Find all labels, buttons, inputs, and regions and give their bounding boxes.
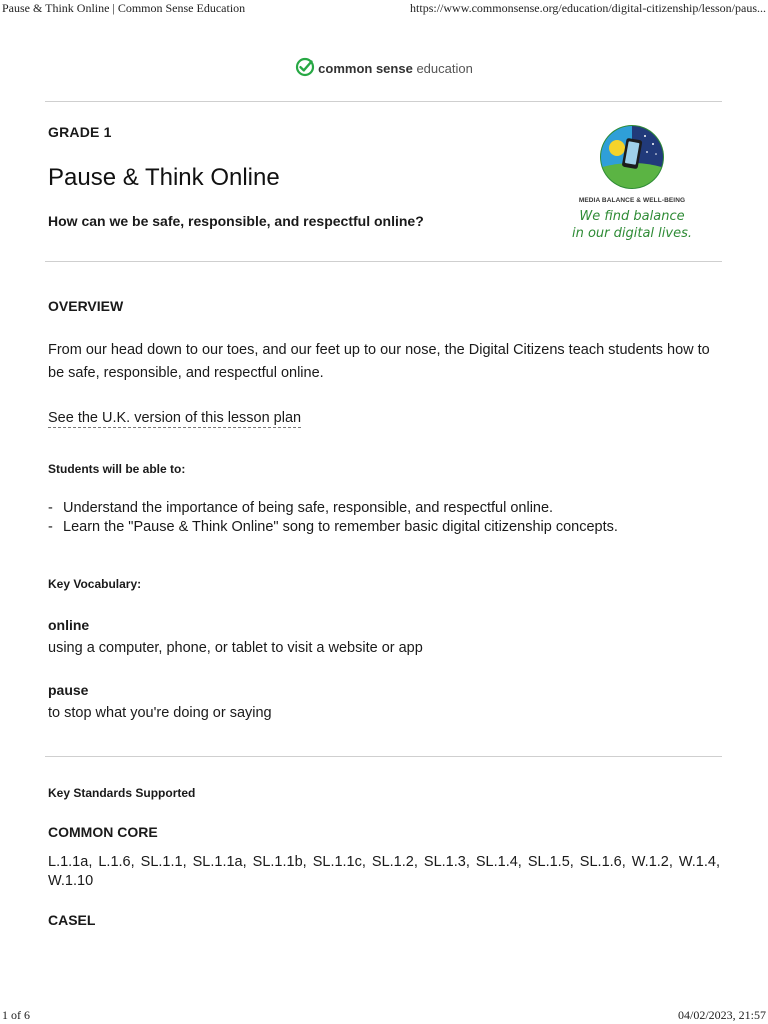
list-item: - Learn the "Pause & Think Online" song to remember basic digital citizenship concepts. [48,519,618,535]
badge-tagline [566,208,698,242]
logo-brand-light: education [416,61,473,76]
print-datetime: 04/02/2023, 21:57 [677,1008,766,1022]
divider [45,101,722,102]
logo-brand-strong: common sense [318,61,413,76]
badge-label: MEDIA BALANCE & WELL-BEING [578,197,686,204]
objectives-heading: Students will be able to: [48,462,186,476]
divider [45,756,722,757]
standards-heading: Key Standards Supported [48,786,196,800]
common-core-list: L.1.1a, L.1.6, SL.1.1, SL.1.1a, SL.1.1b, SL.1.1c, SL.1.2, SL.1.3, SL.1.4, SL.1.5, SL.1.6, W.1.2, W.1.4, W.1.10 [48,854,720,889]
vocab-term-pause: pause [48,682,89,698]
common-sense-logo[interactable] [0,57,768,80]
vocab-term-online: online [48,617,90,633]
checkmark-icon [295,57,315,80]
media-balance-badge [566,124,698,242]
objective-text: Understand the importance of being safe, responsible, and respectful online. [63,500,554,516]
media-balance-badge-icon [566,124,698,195]
vocab-definition-pause: to stop what you're doing or saying [48,705,272,721]
print-page-title: Pause & Think Online | Common Sense Education [2,1,246,15]
page-number: 1 of 6 [2,1008,30,1022]
objective-text: Learn the "Pause & Think Online" song to remember basic digital citizenship concepts. [63,519,618,535]
uk-version-link[interactable]: See the U.K. version of this lesson plan [48,410,302,426]
casel-heading: CASEL [48,912,96,928]
overview-heading: OVERVIEW [48,298,124,314]
list-item: - Understand the importance of being safe, responsible, and respectful online. [48,500,554,516]
divider [45,261,722,262]
vocab-definition-online: using a computer, phone, or tablet to visit a website or app [48,640,423,656]
common-core-heading: COMMON CORE [48,824,158,840]
badge-tagline-line1: We find balance [579,209,685,224]
print-footer [0,1008,768,1024]
print-url: https://www.commonsense.org/education/digital-citizenship/lesson/paus... [410,1,766,15]
vocabulary-heading: Key Vocabulary: [48,577,142,591]
grade-label: GRADE 1 [48,124,112,140]
lesson-title: Pause & Think Online [48,164,280,191]
badge-tagline-line2: in our digital lives. [571,226,692,241]
objectives-list [48,499,618,537]
essential-question: How can we be safe, responsible, and respectful online? [48,213,424,229]
overview-paragraph: From our head down to our toes, and our feet up to our nose, the Digital Citizens teach students how to be safe, responsible, and respectful online. [48,342,710,381]
print-header [0,0,768,16]
